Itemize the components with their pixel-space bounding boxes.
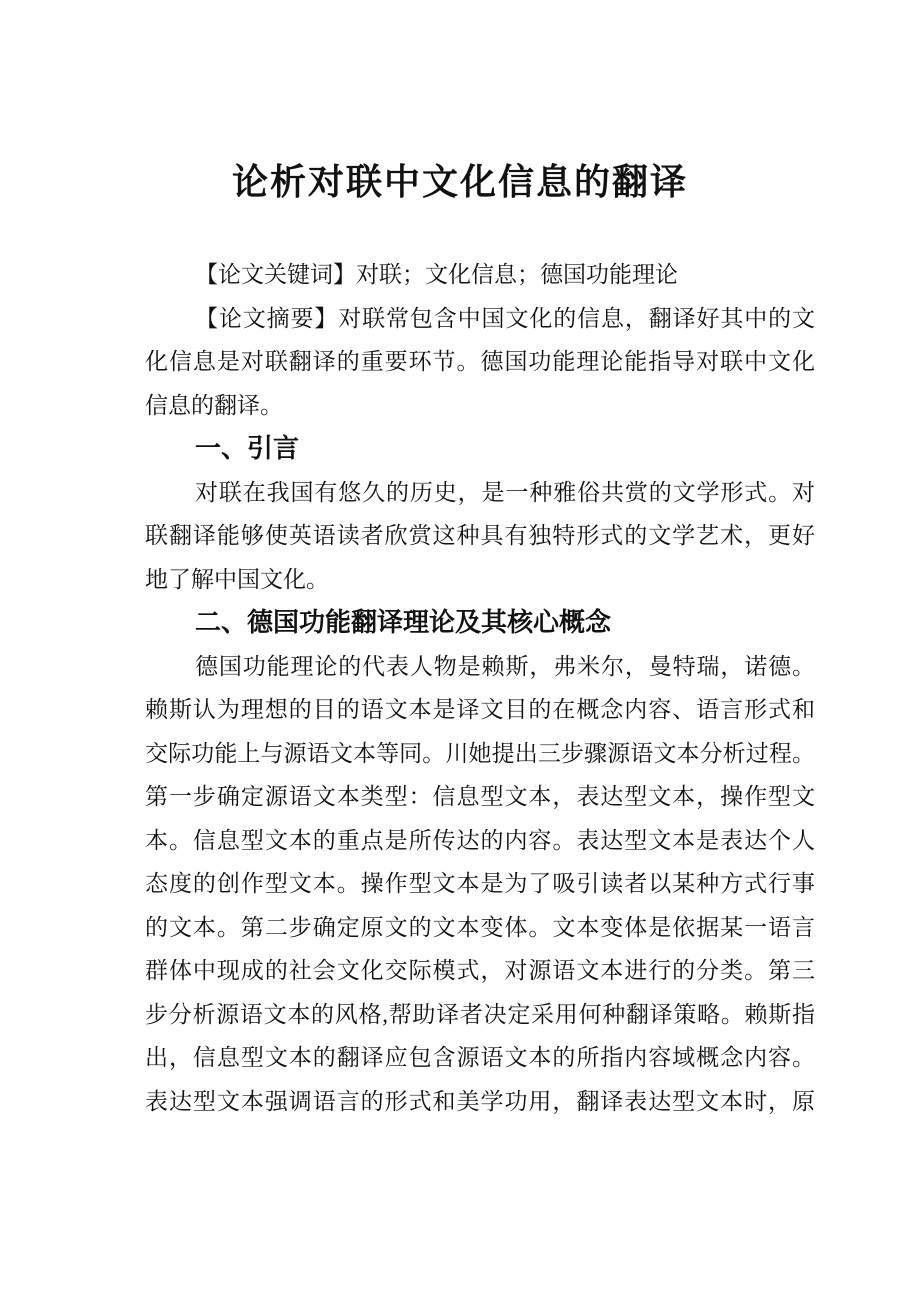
text-line: 交际功能上与源语文本等同。川她提出三步骤源语文本分析过程。 <box>145 740 815 766</box>
text-line: 表达型文本强调语言的形式和美学功用，翻译表达型文本时，原 <box>145 1088 815 1114</box>
text-line: 步分析源语文本的风格,帮助译者决定采用何种翻译策略。赖斯指 <box>145 1001 815 1027</box>
text-line: 赖斯认为理想的目的语文本是译文目的在概念内容、语言形式和 <box>145 697 815 722</box>
text-line: 德国功能理论的代表人物是赖斯，弗米尔，曼特瑞，诺德。 <box>195 653 815 679</box>
text-line: 出，信息型文本的翻译应包含源语文本的所指内容域概念内容。 <box>145 1045 815 1070</box>
text-line: 第一步确定源语文本类型：信息型文本，表达型文本，操作型文 <box>145 784 815 809</box>
text-line: 化信息是对联翻译的重要环节。德国功能理论能指导对联中文化 <box>145 349 815 374</box>
text-line: 的文本。第二步确定原文的文本变体。文本变体是依据某一语言 <box>145 914 815 940</box>
text-line: 联翻译能够使英语读者欣赏这种具有独特形式的文学艺术，更好 <box>145 523 815 548</box>
text-line: 【论文摘要】对联常包含中国文化的信息，翻译好其中的文 <box>195 305 815 331</box>
text-line: 对联在我国有悠久的历史，是一种雅俗共赏的文学形式。对 <box>195 479 815 505</box>
section-heading: 一、引言 <box>195 433 300 463</box>
document-title: 论析对联中文化信息的翻译 <box>231 162 688 202</box>
text-line: 本。信息型文本的重点是所传达的内容。表达型文本是表达个人 <box>145 827 815 853</box>
text-line: 信息的翻译。 <box>145 392 283 418</box>
text-line: 【论文关键词】对联；文化信息；德国功能理论 <box>195 262 678 287</box>
text-line: 地了解中国文化。 <box>145 566 329 592</box>
text-line: 群体中现成的社会文化交际模式，对源语文本进行的分类。第三 <box>145 958 815 983</box>
text-line: 态度的创作型文本。操作型文本是为了吸引读者以某种方式行事 <box>145 871 815 896</box>
document-body <box>145 253 815 1123</box>
section-heading: 二、德国功能翻译理论及其核心概念 <box>195 607 612 637</box>
